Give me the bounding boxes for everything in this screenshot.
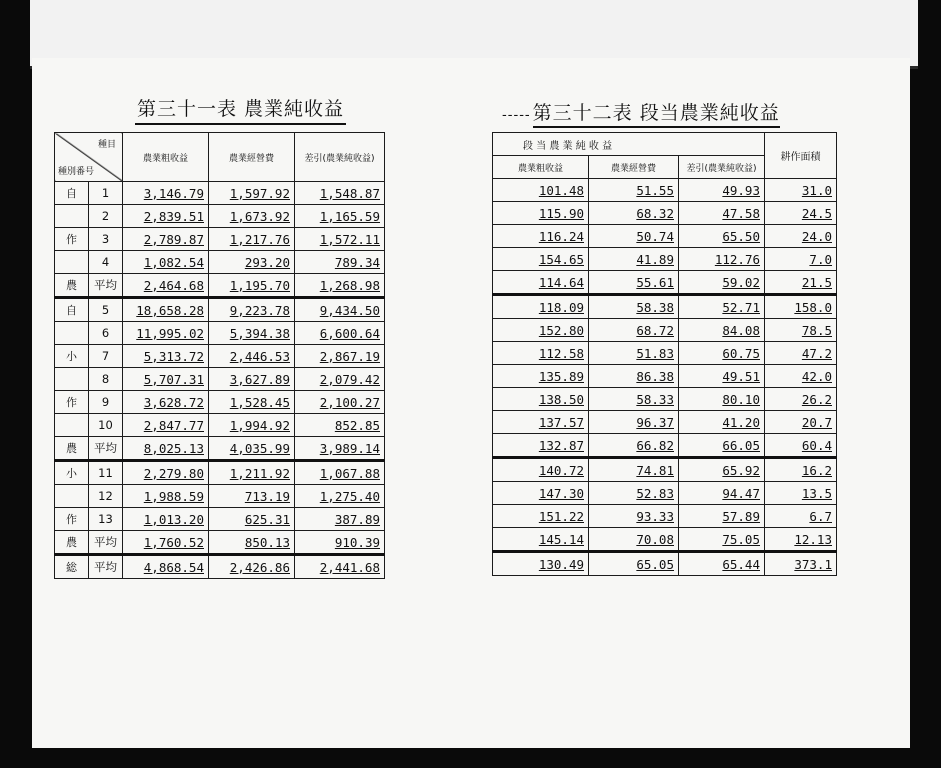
cultivated-area-cell: 78.5: [765, 319, 837, 342]
cultivated-area-cell: 373.1: [765, 552, 837, 576]
expense-cell: 1,211.92: [209, 461, 295, 485]
gross-income-cell: 2,789.87: [123, 228, 209, 251]
net-income-cell: 1,572.11: [295, 228, 385, 251]
cultivated-area-cell: 47.2: [765, 342, 837, 365]
right-title-prefix: -----: [502, 107, 531, 123]
row-number: 2: [89, 205, 123, 228]
left-col-expense: 農業經營費: [209, 133, 295, 182]
gross-income-cell: 3,146.79: [123, 182, 209, 205]
row-number: 6: [89, 322, 123, 345]
table-row: [55, 391, 385, 414]
per-tan-net-cell: 65.44: [679, 552, 765, 576]
expense-cell: 293.20: [209, 251, 295, 274]
table-row: [55, 274, 385, 298]
table-row: [55, 205, 385, 228]
right-table-title-wrap: [502, 98, 780, 125]
per-tan-gross-cell: 112.58: [493, 342, 589, 365]
table-row: [55, 508, 385, 531]
expense-cell: 4,035.99: [209, 437, 295, 461]
per-tan-net-cell: 65.50: [679, 225, 765, 248]
cultivated-area-cell: 13.5: [765, 482, 837, 505]
row-number: 13: [89, 508, 123, 531]
cultivated-area-cell: 60.4: [765, 434, 837, 458]
per-tan-net-cell: 80.10: [679, 388, 765, 411]
per-tan-net-cell: 47.58: [679, 202, 765, 225]
table-row: [493, 319, 837, 342]
net-income-cell: 2,867.19: [295, 345, 385, 368]
gross-income-cell: 2,464.68: [123, 274, 209, 298]
gross-income-cell: 2,839.51: [123, 205, 209, 228]
net-income-cell: 2,441.68: [295, 555, 385, 579]
per-tan-gross-cell: 152.80: [493, 319, 589, 342]
table-row: [493, 271, 837, 295]
table-row: [493, 388, 837, 411]
per-tan-net-cell: 75.05: [679, 528, 765, 552]
cultivated-area-cell: 20.7: [765, 411, 837, 434]
table-row: [493, 342, 837, 365]
per-tan-gross-cell: 114.64: [493, 271, 589, 295]
table-row: [493, 434, 837, 458]
per-tan-expense-cell: 96.37: [589, 411, 679, 434]
per-tan-net-cell: 65.92: [679, 458, 765, 482]
cultivated-area-cell: 16.2: [765, 458, 837, 482]
per-tan-gross-cell: 130.49: [493, 552, 589, 576]
row-group-label: 自: [55, 182, 89, 205]
per-tan-gross-cell: 140.72: [493, 458, 589, 482]
row-group-label: 総: [55, 555, 89, 579]
row-number: 10: [89, 414, 123, 437]
expense-cell: 1,195.70: [209, 274, 295, 298]
net-income-cell: 6,600.64: [295, 322, 385, 345]
table-row: [493, 248, 837, 271]
per-tan-net-cell: 59.02: [679, 271, 765, 295]
row-number: 3: [89, 228, 123, 251]
expense-cell: 2,426.86: [209, 555, 295, 579]
per-tan-gross-cell: 116.24: [493, 225, 589, 248]
row-number: 5: [89, 298, 123, 322]
gross-income-cell: 1,760.52: [123, 531, 209, 555]
table-row: [493, 365, 837, 388]
table-row: [55, 322, 385, 345]
per-tan-expense-cell: 65.05: [589, 552, 679, 576]
table-row: [55, 251, 385, 274]
row-group-label: 農: [55, 531, 89, 555]
per-tan-expense-cell: 51.55: [589, 179, 679, 202]
table-row: [55, 555, 385, 579]
net-income-cell: 1,165.59: [295, 205, 385, 228]
net-income-cell: 1,268.98: [295, 274, 385, 298]
row-number: 平均: [89, 555, 123, 579]
per-tan-net-cell: 49.51: [679, 365, 765, 388]
expense-cell: 1,673.92: [209, 205, 295, 228]
gross-income-cell: 5,707.31: [123, 368, 209, 391]
corner-top-label: 種目: [97, 140, 116, 150]
per-tan-expense-cell: 86.38: [589, 365, 679, 388]
per-tan-gross-cell: 151.22: [493, 505, 589, 528]
per-tan-gross-cell: 135.89: [493, 365, 589, 388]
per-tan-expense-cell: 51.83: [589, 342, 679, 365]
per-tan-expense-cell: 55.61: [589, 271, 679, 295]
left-table-header: [55, 133, 385, 182]
document-page: [32, 58, 910, 748]
table-row: [493, 552, 837, 576]
cultivated-area-cell: 6.7: [765, 505, 837, 528]
per-tan-net-cell: 52.71: [679, 295, 765, 319]
table-row: [55, 345, 385, 368]
left-table-title: 第三十一表 農業純收益: [135, 94, 346, 125]
net-income-cell: 387.89: [295, 508, 385, 531]
row-group-label: 作: [55, 228, 89, 251]
cultivated-area-cell: 158.0: [765, 295, 837, 319]
table-row: [493, 295, 837, 319]
net-income-cell: 789.34: [295, 251, 385, 274]
per-tan-gross-cell: 137.57: [493, 411, 589, 434]
row-group-label: 作: [55, 391, 89, 414]
row-group-label: 小: [55, 461, 89, 485]
corner-header: [55, 133, 123, 182]
row-group-label: 作: [55, 508, 89, 531]
right-col-gross: 農業粗收益: [493, 156, 589, 179]
right-group-label: 段 当 農 業 純 收 益: [493, 133, 765, 156]
table-row: [493, 505, 837, 528]
per-tan-gross-cell: 138.50: [493, 388, 589, 411]
row-group-label: [55, 368, 89, 391]
per-tan-expense-cell: 58.33: [589, 388, 679, 411]
row-number: 12: [89, 485, 123, 508]
expense-cell: 1,528.45: [209, 391, 295, 414]
net-income-cell: 2,100.27: [295, 391, 385, 414]
row-group-label: [55, 205, 89, 228]
right-table-header-top: [493, 133, 837, 156]
row-group-label: 農: [55, 274, 89, 298]
right-table: [492, 132, 837, 576]
corner-bottom-label: 種別番号: [58, 167, 95, 177]
row-group-label: 農: [55, 437, 89, 461]
left-col-gross: 農業粗收益: [123, 133, 209, 182]
table-row: [55, 368, 385, 391]
gross-income-cell: 11,995.02: [123, 322, 209, 345]
right-col-expense: 農業經營費: [589, 156, 679, 179]
table-row: [493, 202, 837, 225]
cultivated-area-cell: 42.0: [765, 365, 837, 388]
per-tan-gross-cell: 101.48: [493, 179, 589, 202]
row-group-label: [55, 322, 89, 345]
table-row: [55, 461, 385, 485]
table-row: [493, 482, 837, 505]
table-row: [493, 179, 837, 202]
cultivated-area-cell: 24.0: [765, 225, 837, 248]
expense-cell: 5,394.38: [209, 322, 295, 345]
net-income-cell: 1,548.87: [295, 182, 385, 205]
gross-income-cell: 2,279.80: [123, 461, 209, 485]
per-tan-expense-cell: 50.74: [589, 225, 679, 248]
row-number: 8: [89, 368, 123, 391]
row-number: 平均: [89, 531, 123, 555]
per-tan-gross-cell: 118.09: [493, 295, 589, 319]
gross-income-cell: 1,013.20: [123, 508, 209, 531]
right-table-title: 第三十二表 段当農業純收益: [533, 102, 780, 128]
table-row: [493, 411, 837, 434]
per-tan-expense-cell: 70.08: [589, 528, 679, 552]
row-number: 7: [89, 345, 123, 368]
row-group-label: [55, 485, 89, 508]
row-number: 平均: [89, 437, 123, 461]
right-col-net: 差引(農業純收益): [679, 156, 765, 179]
cultivated-area-cell: 12.13: [765, 528, 837, 552]
expense-cell: 713.19: [209, 485, 295, 508]
per-tan-gross-cell: 115.90: [493, 202, 589, 225]
gross-income-cell: 1,988.59: [123, 485, 209, 508]
expense-cell: 1,994.92: [209, 414, 295, 437]
per-tan-expense-cell: 93.33: [589, 505, 679, 528]
per-tan-net-cell: 57.89: [679, 505, 765, 528]
gross-income-cell: 1,082.54: [123, 251, 209, 274]
row-group-label: [55, 251, 89, 274]
net-income-cell: 2,079.42: [295, 368, 385, 391]
gross-income-cell: 3,628.72: [123, 391, 209, 414]
per-tan-gross-cell: 147.30: [493, 482, 589, 505]
per-tan-expense-cell: 52.83: [589, 482, 679, 505]
net-income-cell: 910.39: [295, 531, 385, 555]
expense-cell: 625.31: [209, 508, 295, 531]
per-tan-net-cell: 49.93: [679, 179, 765, 202]
table-row: [493, 528, 837, 552]
cultivated-area-cell: 26.2: [765, 388, 837, 411]
per-tan-expense-cell: 68.72: [589, 319, 679, 342]
row-group-label: 小: [55, 345, 89, 368]
gross-income-cell: 18,658.28: [123, 298, 209, 322]
table-row: [55, 228, 385, 251]
per-tan-expense-cell: 66.82: [589, 434, 679, 458]
table-row: [493, 458, 837, 482]
cultivated-area-cell: 7.0: [765, 248, 837, 271]
per-tan-net-cell: 66.05: [679, 434, 765, 458]
per-tan-expense-cell: 41.89: [589, 248, 679, 271]
table-row: [493, 225, 837, 248]
per-tan-net-cell: 84.08: [679, 319, 765, 342]
table-row: [55, 437, 385, 461]
per-tan-expense-cell: 68.32: [589, 202, 679, 225]
per-tan-gross-cell: 132.87: [493, 434, 589, 458]
net-income-cell: 1,275.40: [295, 485, 385, 508]
row-number: 4: [89, 251, 123, 274]
per-tan-expense-cell: 58.38: [589, 295, 679, 319]
expense-cell: 850.13: [209, 531, 295, 555]
row-group-label: [55, 414, 89, 437]
row-number: 平均: [89, 274, 123, 298]
cultivated-area-cell: 21.5: [765, 271, 837, 295]
expense-cell: 1,597.92: [209, 182, 295, 205]
gross-income-cell: 8,025.13: [123, 437, 209, 461]
gross-income-cell: 2,847.77: [123, 414, 209, 437]
table-row: [55, 531, 385, 555]
per-tan-expense-cell: 74.81: [589, 458, 679, 482]
table-row: [55, 485, 385, 508]
expense-cell: 2,446.53: [209, 345, 295, 368]
expense-cell: 9,223.78: [209, 298, 295, 322]
expense-cell: 3,627.89: [209, 368, 295, 391]
net-income-cell: 3,989.14: [295, 437, 385, 461]
per-tan-net-cell: 94.47: [679, 482, 765, 505]
row-number: 11: [89, 461, 123, 485]
cultivated-area-cell: 24.5: [765, 202, 837, 225]
expense-cell: 1,217.76: [209, 228, 295, 251]
per-tan-gross-cell: 145.14: [493, 528, 589, 552]
per-tan-net-cell: 60.75: [679, 342, 765, 365]
left-col-net: 差引(農業純收益): [295, 133, 385, 182]
gross-income-cell: 5,313.72: [123, 345, 209, 368]
table-row: [55, 298, 385, 322]
left-table: [54, 132, 385, 579]
per-tan-net-cell: 41.20: [679, 411, 765, 434]
row-number: 1: [89, 182, 123, 205]
row-group-label: 自: [55, 298, 89, 322]
net-income-cell: 1,067.88: [295, 461, 385, 485]
gross-income-cell: 4,868.54: [123, 555, 209, 579]
per-tan-net-cell: 112.76: [679, 248, 765, 271]
row-number: 9: [89, 391, 123, 414]
table-row: [55, 182, 385, 205]
net-income-cell: 852.85: [295, 414, 385, 437]
right-col-area: 耕作面積: [765, 133, 837, 179]
per-tan-gross-cell: 154.65: [493, 248, 589, 271]
table-row: [55, 414, 385, 437]
net-income-cell: 9,434.50: [295, 298, 385, 322]
cultivated-area-cell: 31.0: [765, 179, 837, 202]
